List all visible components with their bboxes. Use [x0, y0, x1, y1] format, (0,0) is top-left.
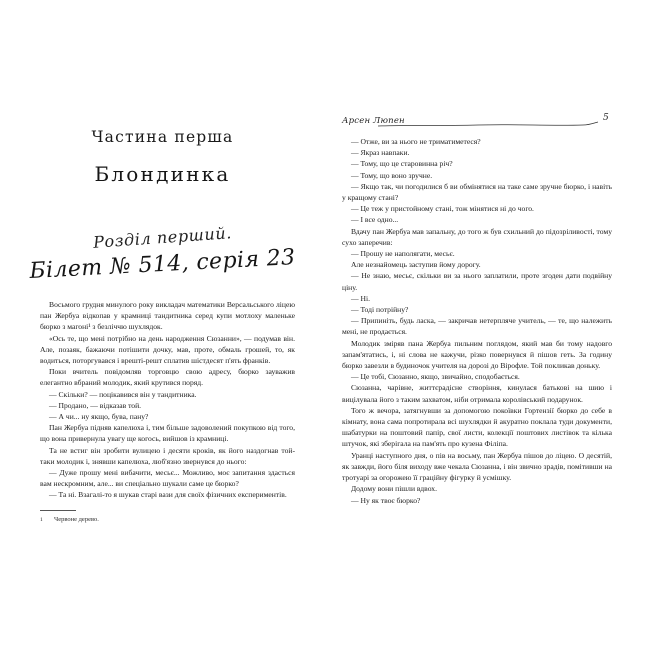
- paragraph: — І все одно...: [351, 215, 399, 225]
- paragraph: — Отже, ви за нього не триматиметеся?: [351, 137, 481, 146]
- paragraph: — Якраз навпаки.: [351, 148, 410, 158]
- paragraph: Молодик зміряв пана Жербуа пильним поглядом, який мав би тому надовго запам'ятатись, і, ні слова не кажучи, різко повернувся й пішов геть. За годину бюрко завезли в будиночок учителя на дорозі до Вірофле. Той покликав доньку.: [342, 338, 612, 371]
- paragraph: — Та ні. Взагалі-то я шукав старі вази для своїх фізичних експериментів.: [49, 490, 287, 500]
- right-body-text: [342, 136, 612, 506]
- paragraph: Того ж вечора, затягнувши за допомогою покоївки Гортензії бюрко до себе в кімнату, вона сама попротирала всі шухлядки й акуратно поклала туди документи, шабатурки на поштовий папір, свої листи, колекції поштових листівок та кілька штучок, які зберігала на пам'ять про кузена Філіпа.: [342, 405, 612, 449]
- paragraph: Вдачу пан Жербуа мав запальну, до того ж був схильний до підозріливості, тому сухо заперечив:: [342, 226, 612, 247]
- footnote-text: Червоне дерево.: [54, 516, 99, 523]
- book-title: Блондинка: [94, 162, 231, 186]
- paragraph: — Тоді потрійну?: [351, 305, 409, 315]
- paragraph: — Тому, що це старовинна річ?: [351, 159, 453, 169]
- paragraph: — Продано, — відказав той.: [49, 400, 142, 410]
- paragraph: Але незнайомець заступив йому дорогу.: [351, 260, 481, 270]
- footnote-divider: [40, 510, 76, 511]
- paragraph: — Це тобі, Сюзанно, якщо, звичайно, сподобається.: [351, 372, 520, 382]
- paragraph: — Дуже прошу мені вибачити, месьє... Можливо, моє запитання здасться вам нескромним, але... ви спеціально шукали саме це бюрко?: [40, 468, 295, 489]
- paragraph: Сюзанна, чарівне, життєрадісне створіння, кинулася батькові на шию і вицілувала його з таким захватом, ніби отримала королівський подарунок.: [342, 383, 612, 404]
- chapter-title: Білет № 514, серія 23: [28, 245, 297, 284]
- part-title: Частина перша: [91, 128, 234, 146]
- paragraph: Додому вони пішли вдвох.: [351, 484, 437, 494]
- chapter-label: Розділ перший.: [92, 223, 233, 252]
- paragraph: Та не встиг він зробити вулицею і десяти кроків, як його наздогнав той-таки молодик і, знявши капелюха, люб'язно звернувся до нього:: [40, 445, 295, 466]
- paragraph: — Ні.: [351, 293, 370, 303]
- paragraph: — Якщо так, чи погодилися б ви обмінятися на таке саме зручне бюрко, і навіть у кращому стані?: [342, 181, 612, 203]
- paragraph: — А чи... ну якщо, бува, пану?: [49, 412, 149, 422]
- paragraph: «Ось те, що мені потрібно на день народження Сюзанни», — подумав він. Але, позаяк, бажаючи потішити дочку, мав, проте, обмаль грошей, то, як водиться, поторгувався і врешті-решт сплатив шістдесят п'ять франків.: [40, 333, 295, 366]
- paragraph: — Прошу не наполягати, месьє.: [351, 249, 455, 259]
- paragraph: Поки вчитель повідомляв торговцю свою адресу, бюрко зауважив елегантно вбраний молодик, який крутився поряд.: [40, 367, 295, 388]
- paragraph: Пан Жербуа підняв капелюха і, тим більше задоволений покупкою від того, що вона привернула увагу ще когось, вийшов із крамниці.: [40, 423, 295, 444]
- paragraph: — Скільки? — поцікавився він у тандитника.: [49, 389, 197, 399]
- footnote: [40, 516, 295, 524]
- left-body-text: [40, 299, 295, 501]
- paragraph: — Ну як твоє бюрко?: [351, 495, 421, 505]
- running-header-signature: Арсен Люпен: [342, 116, 405, 126]
- header-flourish-line: [378, 120, 600, 130]
- paragraph: — Припиніть, будь ласка, — закричав нетерпляче учитель, — те, що належить мені, не продається.: [342, 316, 612, 337]
- page-number: 5: [603, 113, 609, 123]
- paragraph: — Тому, що воно зручне.: [351, 170, 433, 180]
- paragraph: Восьмого грудня минулого року викладач математики Версальського ліцею пан Жербуа відкопав у крамниці тандитника серед купи мотлоху маленьке бюрко з магоні¹ з безліччю шухлядок.: [40, 300, 295, 332]
- paragraph: — Це теж у пристойному стані, тож мінятися ні до чого.: [351, 204, 534, 214]
- paragraph: Уранці наступного дня, о пів на восьму, пан Жербуа пішов до ліцею. О десятій, як завжди, його біля виходу вже чекала Сюзанна, і він звично зрадів, помітивши на тротуарі за огорожею її граційну фігурку й усмішку.: [342, 450, 612, 483]
- paragraph: — Не знаю, месьє, скільки ви за нього заплатили, проте згоден дати подвійну ціну.: [342, 271, 612, 292]
- footnote-mark: 1: [40, 517, 43, 523]
